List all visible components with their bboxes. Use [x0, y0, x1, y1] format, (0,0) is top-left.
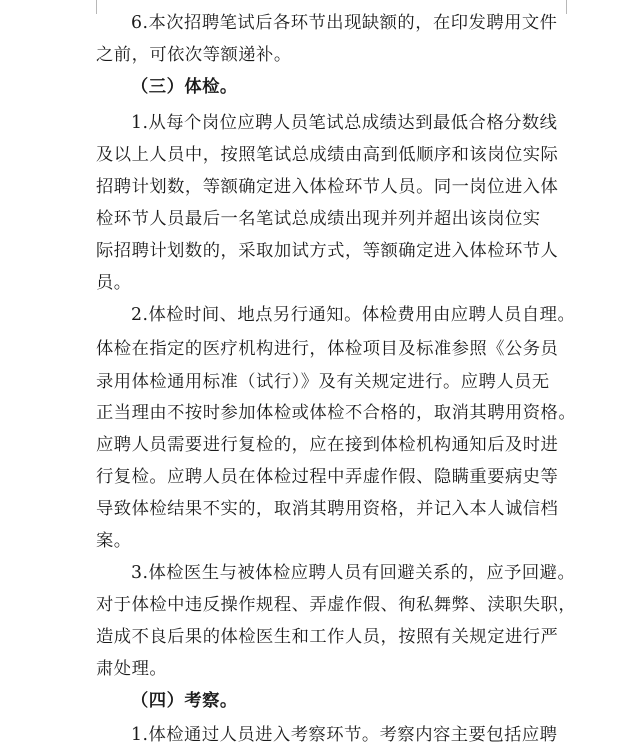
text-line: 6.本次招聘笔试后各环节出现缺额的，在印发聘用文件 — [131, 13, 558, 33]
text-line: 3.体检医生与被体检应聘人员有回避关系的，应予回避。 — [131, 563, 576, 583]
text-line: 应聘人员需要进行复检的，应在接到体检机构通知后及时进 — [96, 435, 559, 455]
text-line: 员。 — [96, 273, 132, 293]
text-line: 导致体检结果不实的，取消其聘用资格，并记入本人诚信档 — [96, 499, 559, 519]
section-heading-inspection: （四）考察。 — [131, 691, 238, 711]
margin-corner-mark-left — [78, 0, 97, 14]
text-line: 检环节人员最后一名笔试总成绩出现并列并超出该岗位实 — [96, 209, 541, 229]
margin-corner-mark-right — [566, 0, 585, 14]
text-line: 之前，可依次等额递补。 — [96, 45, 292, 65]
text-line: 录用体检通用标准（试行）》及有关规定进行。应聘人员无 — [96, 372, 550, 392]
text-line: 体检在指定的医疗机构进行，体检项目及标准参照《公务员 — [96, 339, 559, 359]
text-line: 2.体检时间、地点另行通知。体检费用由应聘人员自理。 — [131, 305, 576, 325]
text-line: 行复检。应聘人员在体检过程中弄虚作假、隐瞒重要病史等 — [96, 467, 559, 487]
section-heading-physical-exam: （三）体检。 — [131, 77, 238, 97]
text-line: 际招聘计划数的，采取加试方式，等额确定进入体检环节人 — [96, 241, 559, 261]
text-line: 肃处理。 — [96, 659, 168, 679]
text-line: 及以上人员中，按照笔试总成绩由高到低顺序和该岗位实际 — [96, 145, 559, 165]
text-line: 案。 — [96, 531, 132, 551]
text-line: 1.体检通过人员进入考察环节。考察内容主要包括应聘 — [131, 725, 558, 745]
text-line: 正当理由不按时参加体检或体检不合格的，取消其聘用资格。 — [96, 403, 577, 423]
text-line: 1.从每个岗位应聘人员笔试总成绩达到最低合格分数线 — [131, 113, 558, 133]
text-line: 招聘计划数，等额确定进入体检环节人员。同一岗位进入体 — [96, 177, 559, 197]
text-line: 对于体检中违反操作规程、弄虚作假、徇私舞弊、渎职失职， — [96, 595, 577, 615]
text-line: 造成不良后果的体检医生和工作人员，按照有关规定进行严 — [96, 627, 559, 647]
